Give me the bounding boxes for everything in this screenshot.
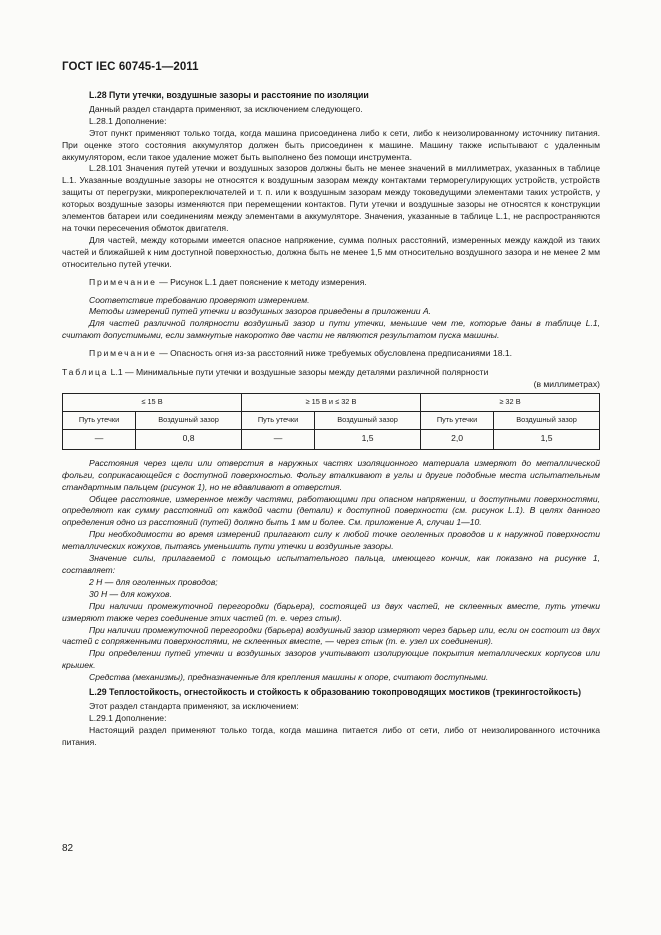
italic-paragraph: При наличии промежуточной перегородки (барьера) воздушный зазор измеряют через барьер или, если он состоит из двух частей с сопряженными поверхностями, не склеенных вместе, — через стык (т. е. узел их соединения). <box>62 624 600 647</box>
table-subheader-row <box>63 411 600 429</box>
table-subheader: Воздушный зазор <box>136 411 242 429</box>
table-caption-word: Таблица <box>62 367 109 378</box>
table-subheader: Путь утечки <box>241 411 314 429</box>
section-title-l29: L.29 Теплостойкость, огнестойкость и стойкость к образованию токопроводящих мостиков (трекингостойкость) <box>89 687 582 698</box>
note-label: Примечание <box>89 348 157 359</box>
italic-paragraph: Методы измерений путей утечки и воздушных зазоров приведены в приложении А. <box>89 306 432 317</box>
paragraph: Этот пункт применяют только тогда, когда машина присоединена либо к сети, либо к неизолированному источнику питания. При оценке этого состояния аккумулятор должен быть присоединен к машине. Машину также испытывают с удаленным аккумулятором, если такое удаление может быть выполнено без помощи инструмента. <box>62 127 600 162</box>
page-number: 82 <box>62 843 74 854</box>
note-text: — Опасность огня из-за расстояний ниже требуемых обусловлена предписаниями 18.1. <box>156 348 513 359</box>
table-cell: 0,8 <box>136 429 242 449</box>
table-group-header: ≥ 15 В и ≤ 32 В <box>241 393 420 411</box>
page-content <box>62 90 600 749</box>
paragraph: Настоящий раздел применяют только тогда, когда машина питается либо от сети, либо от неизолированного источника питания. <box>62 724 600 747</box>
table-cell: — <box>63 429 136 449</box>
table-cell: 2,0 <box>420 429 493 449</box>
table-cell: 1,5 <box>494 429 600 449</box>
table-group-header: ≤ 15 В <box>63 393 242 411</box>
italic-paragraph: Значение силы, прилагаемой с помощью испытательного пальца, имеющего кончик, как показано на рисунке 1, составляет: <box>62 553 600 575</box>
table-cell: — <box>241 429 314 449</box>
table-cell: 1,5 <box>315 429 421 449</box>
italic-paragraph: При определении путей утечки и воздушных зазоров учитывают изолирующие покрытия металлических корпусов или крышек. <box>62 648 600 671</box>
table-group-row <box>63 393 600 411</box>
italic-paragraph: Расстояния через щели или отверстия в наружных частях изоляционного материала измеряют до металлической фольги, соприкасающейся с доступной поверхностью. Фольгу вталкивают в углы и другие подобные места испытательным стандартным пальцем (рисунок 1), но не вдавливают в отверстия. <box>62 457 600 492</box>
table-group-header: ≥ 32 В <box>420 393 599 411</box>
table-units: (в миллиметрах) <box>533 378 600 389</box>
section-title-l28: L.28 Пути утечки, воздушные зазоры и расстояние по изоляции <box>89 90 369 100</box>
paragraph: Данный раздел стандарта применяют, за исключением следующего. <box>89 103 363 114</box>
note-1 <box>62 277 600 289</box>
note-2 <box>62 348 600 360</box>
paragraph: L.28.101 Значения путей утечки и воздушных зазоров должны быть не менее значений в миллиметрах, указанных в таблице L.1. Указанные воздушные зазоры не относятся к воздушным зазорам между контактами терморегулирующих устройств, устройств защиты от перегрузки, микропереключателей и т. п. или к воздушным зазорам между токоведущими элементами таких устройств, у которых воздушные зазоры изменяются при перемещении контактов. Пути утечки и воздушные зазоры не относятся к конструкции элементов батареи или соединениям между элементами в аккумуляторе. Значения, указанные в таблице L.1, не распространяются на точки пересечения обмоток двигателя. <box>62 163 600 233</box>
paragraph: Для частей, между которыми имеется опасное напряжение, сумма полных расстояний, измеренных между каждой из таких частей и ближайшей к ним доступной поверхностью, должна быть не менее 1,5 мм относительно воздушного зазора и не менее 2 мм относительно путей утечки. <box>62 234 600 269</box>
paragraph: Этот раздел стандарта применяют, за исключением: <box>89 700 299 711</box>
note-label: Примечание <box>89 276 157 287</box>
table-subheader: Воздушный зазор <box>315 411 421 429</box>
table-subheader: Путь утечки <box>63 411 136 429</box>
table-caption <box>62 367 600 379</box>
paragraph: L.28.1 Дополнение: <box>89 115 167 126</box>
italic-paragraph: Общее расстояние, измеренное между частями, работающими при опасном напряжении, и доступными поверхностями, определяют как сумму расстояний от каждой части (детали) к доступной поверхности (см. рисунок L.1). В целях данного определения одно из расстояний (путей) должно быть 1 мм и более. См. приложение А, случаи 1—10. <box>62 493 600 528</box>
italic-paragraph: 30 Н — для кожухов. <box>89 588 172 599</box>
italic-paragraph: Соответствие требованию проверяют измерением. <box>89 294 310 305</box>
note-text: — Рисунок L.1 дает пояснение к методу измерения. <box>156 276 367 287</box>
clearance-table <box>62 393 600 450</box>
italic-paragraph: Для частей различной полярности воздушный зазор и пути утечки, меньшие чем те, которые даны в таблице L.1, считают допустимыми, если замкнутые накоротко две части не являются результатом пуска машины. <box>62 318 600 341</box>
table-subheader: Путь утечки <box>420 411 493 429</box>
italic-paragraph: 2 Н — для оголенных проводов; <box>89 576 218 587</box>
table-caption-text: L.1 — Минимальные пути утечки и воздушные зазоры между деталями различной полярности <box>108 367 489 378</box>
italic-paragraph: При необходимости во время измерений прилагают силу к любой точке оголенных проводов и к наружной поверхности металлических кожухов, пытаясь уменьшить пути утечки и воздушные зазоры. <box>62 529 600 552</box>
italic-paragraph: Средства (механизмы), предназначенные для крепления машины к опоре, считают доступными. <box>89 672 489 683</box>
document-header: ГОСТ IEC 60745-1—2011 <box>62 61 199 73</box>
table-subheader: Воздушный зазор <box>494 411 600 429</box>
paragraph: L.29.1 Дополнение: <box>89 712 167 723</box>
table-row <box>63 429 600 449</box>
italic-paragraph: При наличии промежуточной перегородки (барьера), состоящей из двух частей, не склеенных вместе, путь утечки измеряют также через соединение этих частей (т. е. через стык). <box>62 600 600 623</box>
